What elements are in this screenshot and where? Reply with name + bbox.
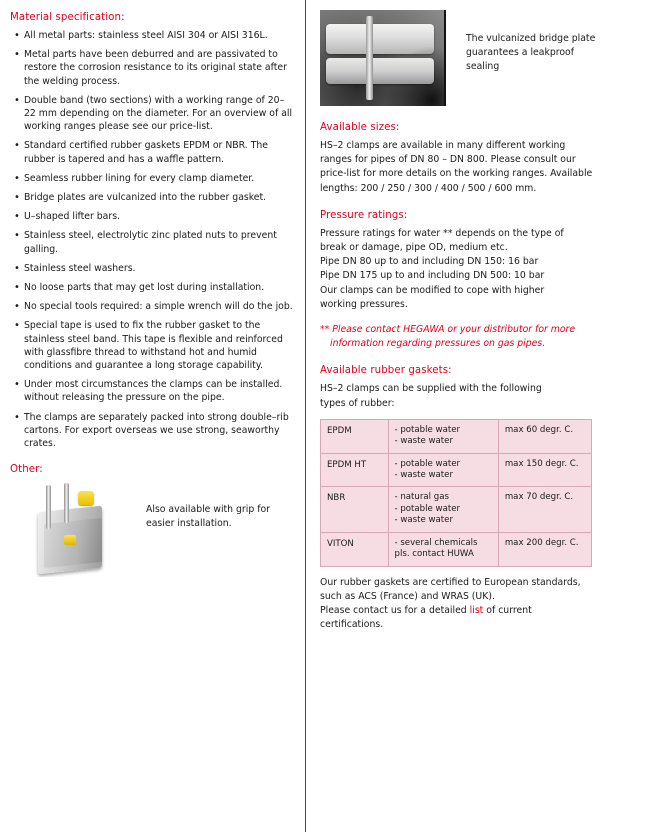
rubber-gaskets-heading: Available rubber gaskets: bbox=[320, 365, 452, 377]
material-specification-list bbox=[10, 29, 295, 450]
list-item: • No loose parts that may get lost during installation. bbox=[24, 281, 295, 294]
list-item: • Stainless steel, electrolytic zinc plated nuts to prevent galling. bbox=[24, 229, 295, 255]
pressure-line: Pressure ratings for water ** depends on the type of bbox=[320, 227, 564, 239]
gaskets-intro-line2: types of rubber: bbox=[320, 397, 395, 409]
gasket-temperature: max 150 degr. C. bbox=[498, 453, 591, 487]
pressure-footnote bbox=[320, 323, 600, 351]
bridge-plate-caption: The vulcanized bridge plate guarantees a leakproof sealing bbox=[466, 33, 596, 72]
available-sizes-heading: Available sizes: bbox=[320, 122, 400, 133]
gasket-media-line: - natural gas bbox=[394, 492, 449, 503]
yellow-grip-icon bbox=[64, 535, 76, 545]
gasket-media-line: pls. contact HUWA bbox=[394, 549, 474, 560]
clamp-bolt-icon bbox=[46, 485, 51, 529]
cert-line3 bbox=[320, 604, 600, 618]
column-divider bbox=[305, 0, 306, 832]
gasket-media-line: - potable water bbox=[394, 424, 461, 435]
list-item: • Under most circumstances the clamps can be installed. without releasing the pressure on the pipe. bbox=[24, 378, 295, 404]
pressure-line: working pressures. bbox=[320, 298, 408, 310]
table-row bbox=[321, 453, 592, 487]
other-caption: Also available with grip for easier installation. bbox=[146, 504, 270, 530]
list-item: • Standard certified rubber gaskets EPDM or NBR. The rubber is tapered and has a waffle pattern. bbox=[24, 139, 295, 165]
cert-line2: such as ACS (France) and WRAS (UK). bbox=[320, 590, 495, 602]
pressure-line: Pipe DN 175 up to and including DN 500: 10 bar bbox=[320, 270, 545, 282]
pressure-ratings-section bbox=[320, 210, 600, 352]
cert-line3-part-c: of current bbox=[483, 604, 532, 616]
list-item: • Metal parts have been deburred and are passivated to restore the corrosion resistance to its original state after the welding process. bbox=[24, 48, 295, 88]
pressure-footnote-line1: ** Please contact HEGAWA or your distributor for more bbox=[320, 324, 576, 336]
gasket-media-line: - waste water bbox=[394, 436, 453, 447]
gasket-type: NBR bbox=[321, 487, 389, 532]
photo-shadow bbox=[384, 46, 444, 106]
gasket-temperature: max 70 degr. C. bbox=[498, 487, 591, 532]
gasket-type: VITON bbox=[321, 532, 389, 566]
gasket-media bbox=[388, 453, 498, 487]
clamp-bolt-icon bbox=[64, 483, 69, 523]
available-sizes-section bbox=[320, 122, 600, 196]
cert-line1: Our rubber gaskets are certified to European standards, bbox=[320, 576, 581, 588]
pressure-line: Pipe DN 80 up to and including DN 150: 16 bar bbox=[320, 256, 539, 268]
available-sizes-text: HS–2 clamps are available in many different working ranges for pipes of DN 80 – DN 800. Please consult our price-list for more details on the working ranges. Available lengths: 200 / 250 / 300 / 400 / 500 / 600 mm. bbox=[320, 140, 593, 194]
list-item: • Stainless steel washers. bbox=[24, 262, 295, 275]
gasket-media-line: - waste water bbox=[394, 470, 453, 481]
list-item: • Special tape is used to fix the rubber gasket to the stainless steel band. This tape is flexible and reinforced with glassfibre thread to withstand hot and humid conditions and guarantee a long storage capability. bbox=[24, 319, 295, 372]
certification-block bbox=[320, 576, 600, 633]
cert-line4: certifications. bbox=[320, 619, 384, 631]
list-item: • No special tools required: a simple wrench will do the job. bbox=[24, 300, 295, 313]
gasket-media-line: - potable water bbox=[394, 503, 461, 514]
gasket-temperature: max 200 degr. C. bbox=[498, 532, 591, 566]
table-row bbox=[321, 532, 592, 566]
list-item: • All metal parts: stainless steel AISI 304 or AISI 316L. bbox=[24, 29, 295, 42]
gasket-media-line: - waste water bbox=[394, 515, 453, 526]
gasket-media-line: - potable water bbox=[394, 458, 461, 469]
gaskets-intro-line1: HS–2 clamps can be supplied with the following bbox=[320, 383, 542, 395]
gasket-media bbox=[388, 419, 498, 453]
pressure-line: Our clamps can be modified to cope with higher bbox=[320, 284, 545, 296]
list-item: • Bridge plates are vulcanized into the rubber gasket. bbox=[24, 191, 295, 204]
gasket-media bbox=[388, 487, 498, 532]
list-item: • The clamps are separately packed into strong double–rib cartons. For export overseas we use strong, seaworthy crates. bbox=[24, 411, 295, 451]
pressure-line: break or damage, pipe OD, medium etc. bbox=[320, 242, 508, 254]
gasket-media-line: - several chemicals bbox=[394, 537, 478, 548]
list-item: • Double band (two sections) with a working range of 20–22 mm depending on the diameter. For an overview of all working ranges please see our price-list. bbox=[24, 94, 295, 134]
table-row bbox=[321, 419, 592, 453]
material-specification-heading: Material specification: bbox=[10, 12, 125, 23]
gasket-type: EPDM HT bbox=[321, 453, 389, 487]
cert-line3-part-a: Please contact us for a detailed bbox=[320, 604, 470, 616]
gasket-type: EPDM bbox=[321, 419, 389, 453]
clamp-with-grip-photo bbox=[20, 481, 130, 577]
pressure-ratings-heading: Pressure ratings: bbox=[320, 209, 408, 221]
list-item: • Seamless rubber lining for every clamp diameter. bbox=[24, 172, 295, 185]
other-heading: Other: bbox=[10, 464, 43, 476]
gasket-temperature: max 60 degr. C. bbox=[498, 419, 591, 453]
rubber-gaskets-section bbox=[320, 365, 600, 632]
cert-link-list[interactable]: list bbox=[469, 604, 484, 616]
rubber-gaskets-table bbox=[320, 419, 592, 567]
left-column bbox=[10, 12, 295, 581]
gasket-media bbox=[388, 532, 498, 566]
yellow-grip-icon bbox=[78, 491, 94, 505]
table-row bbox=[321, 487, 592, 532]
pressure-footnote-line2: information regarding pressures on gas pipes. bbox=[330, 338, 546, 350]
clamp-photo bbox=[320, 10, 444, 106]
list-item: • U–shaped lifter bars. bbox=[24, 210, 295, 223]
other-section bbox=[10, 464, 295, 581]
clamp-bolt-icon bbox=[366, 16, 373, 100]
